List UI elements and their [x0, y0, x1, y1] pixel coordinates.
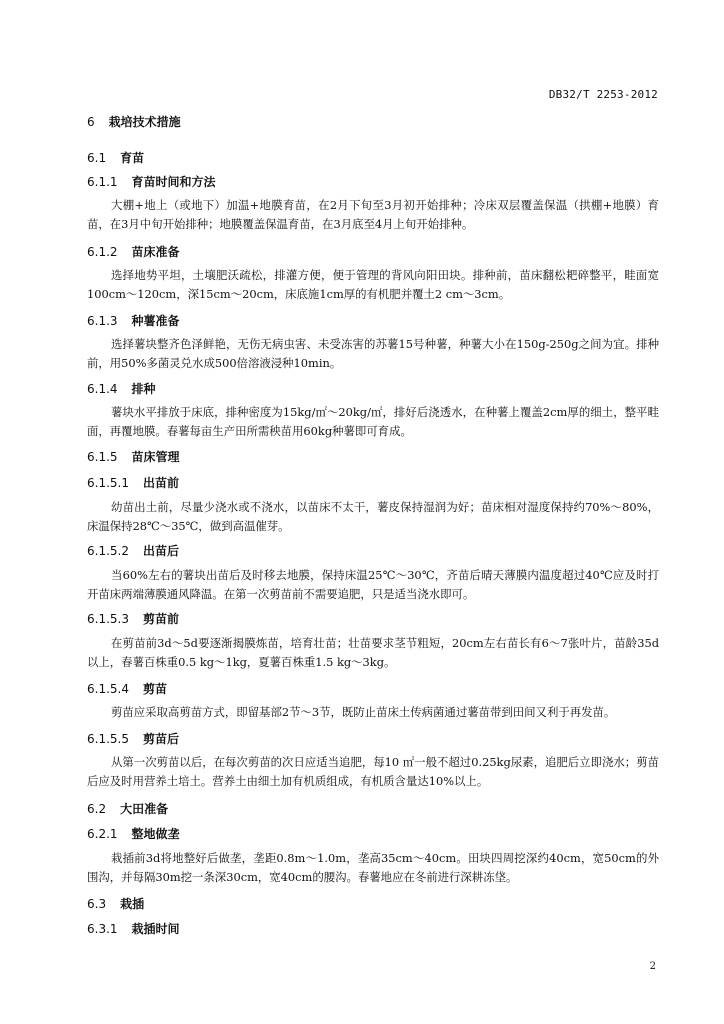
- section-paragraph: 从第一次剪苗以后，在每次剪苗的次日应适当追肥，每10 ㎡一般不超过0.25kg尿素，追肥后立即浇水；剪苗后应及时用营养土培土。营养土由细土加有机质组成，有机质含量达10%以上。: [87, 755, 659, 788]
- section-heading: [87, 680, 167, 697]
- section-title: 育苗时间和方法: [131, 175, 216, 189]
- section-title: 整地做垄: [131, 827, 180, 841]
- section-title: 出苗前: [142, 476, 179, 490]
- section-title: 大田准备: [120, 802, 169, 816]
- section-heading: [87, 610, 179, 627]
- section-paragraph: 薯块水平排放于床底，排种密度为15kg/㎡～20kg/㎡，排好后浇透水，在种薯上覆盖2cm厚的细土，整平畦面，再覆地膜。春薯每亩生产田所需秧苗用60kg种薯即可育成。: [87, 405, 659, 438]
- section-number: 6.1.4: [87, 382, 118, 396]
- section-title: 栽插: [120, 897, 145, 911]
- section-title: 剪苗后: [142, 732, 179, 746]
- section-title: 种薯准备: [131, 314, 180, 328]
- section-heading: [87, 448, 180, 465]
- section-number: 6.3.1: [87, 922, 118, 936]
- section-heading: [87, 542, 179, 559]
- section-heading: [87, 149, 144, 166]
- section-heading: [87, 895, 144, 912]
- section-heading: [87, 730, 179, 747]
- section-paragraph: 选择薯块整齐色泽鲜艳，无伤无病虫害、未受冻害的苏薯15号种薯，种薯大小在150g-250g之间为宜。排种前，用50%多菌灵兑水成500倍溶液浸种10min。: [87, 337, 659, 370]
- section-title: 出苗后: [142, 544, 179, 558]
- section-paragraph: 在剪苗前3d～5d要逐渐揭膜炼苗，培育壮苗；壮苗要求茎节粗短，20cm左右苗长有6～7张叶片，苗龄35d以上，春薯百株重0.5 kg～1kg，夏薯百株重1.5 kg～3kg。: [87, 636, 659, 669]
- section-number: 6: [87, 115, 95, 129]
- section-number: 6.1: [87, 151, 107, 165]
- section-heading: [87, 380, 156, 397]
- section-number: 6.2: [87, 802, 107, 816]
- section-paragraph: 选择地势平坦，土壤肥沃疏松，排灌方便，便于管理的背风向阳田块。排种前，苗床翻松耙碎整平，畦面宽100cm～120cm，深15cm～20cm，床底施1cm厚的有机肥并覆土2 cm～3cm。: [87, 268, 659, 301]
- section-title: 栽插时间: [131, 922, 180, 936]
- section-heading: [87, 474, 179, 491]
- section-number: 6.1.2: [87, 245, 118, 259]
- section-number: 6.1.5.2: [87, 544, 129, 558]
- section-number: 6.3: [87, 897, 107, 911]
- section-heading: [87, 825, 180, 842]
- section-paragraph: 剪苗应采取高剪苗方式，即留基部2节～3节，既防止苗床土传病菌通过薯苗带到田间又利于再发苗。: [111, 705, 616, 719]
- section-title: 剪苗前: [142, 612, 179, 626]
- section-paragraph: 栽插前3d将地整好后做垄，垄距0.8m～1.0m，垄高35cm～40cm。田块四周挖深约40cm，宽50cm的外围沟，并每隔30m挖一条深30cm，宽40cm的腰沟。春薯地应在冬前进行深耕冻垡。: [87, 851, 659, 884]
- section-title: 剪苗: [142, 682, 167, 696]
- section-heading: [87, 800, 168, 817]
- section-paragraph: 幼苗出土前，尽量少浇水或不浇水，以苗床不太干，薯皮保持湿润为好；苗床相对湿度保持约70%～80%，床温保持28℃～35℃，做到高温催芽。: [87, 500, 659, 533]
- section-heading: [87, 243, 180, 260]
- section-number: 6.1.5.3: [87, 612, 129, 626]
- section-paragraph: 当60%左右的薯块出苗后及时移去地膜，保持床温25℃～30℃，齐苗后晴天薄膜内温度超过40℃应及时打开苗床两端薄膜通风降温。在第一次剪苗前不需要追肥，只是适当浇水即可。: [87, 568, 659, 601]
- section-title: 排种: [131, 382, 156, 396]
- section-number: 6.1.5: [87, 450, 118, 464]
- section-paragraph: 大棚+地上（或地下）加温+地膜育苗，在2月下旬至3月初开始排种；冷床双层覆盖保温（拱棚+地膜）育苗，在3月中旬开始排种；地膜覆盖保温育苗，在3月底至4月上旬开始排种。: [87, 198, 659, 231]
- page-number: 2: [649, 961, 656, 972]
- section-number: 6.1.5.1: [87, 476, 129, 490]
- section-number: 6.1.5.4: [87, 682, 129, 696]
- section-number: 6.1.1: [87, 175, 118, 189]
- section-heading: [87, 920, 180, 937]
- section-heading: [87, 312, 180, 329]
- section-title: 栽培技术措施: [108, 115, 181, 129]
- section-title: 育苗: [120, 151, 145, 165]
- section-title: 苗床管理: [131, 450, 180, 464]
- section-heading: [87, 113, 181, 130]
- section-number: 6.1.3: [87, 314, 118, 328]
- section-number: 6.1.5.5: [87, 732, 129, 746]
- section-title: 苗床准备: [131, 245, 180, 259]
- section-number: 6.2.1: [87, 827, 118, 841]
- document-code: DB32/T 2253-2012: [548, 88, 658, 101]
- section-heading: [87, 173, 216, 190]
